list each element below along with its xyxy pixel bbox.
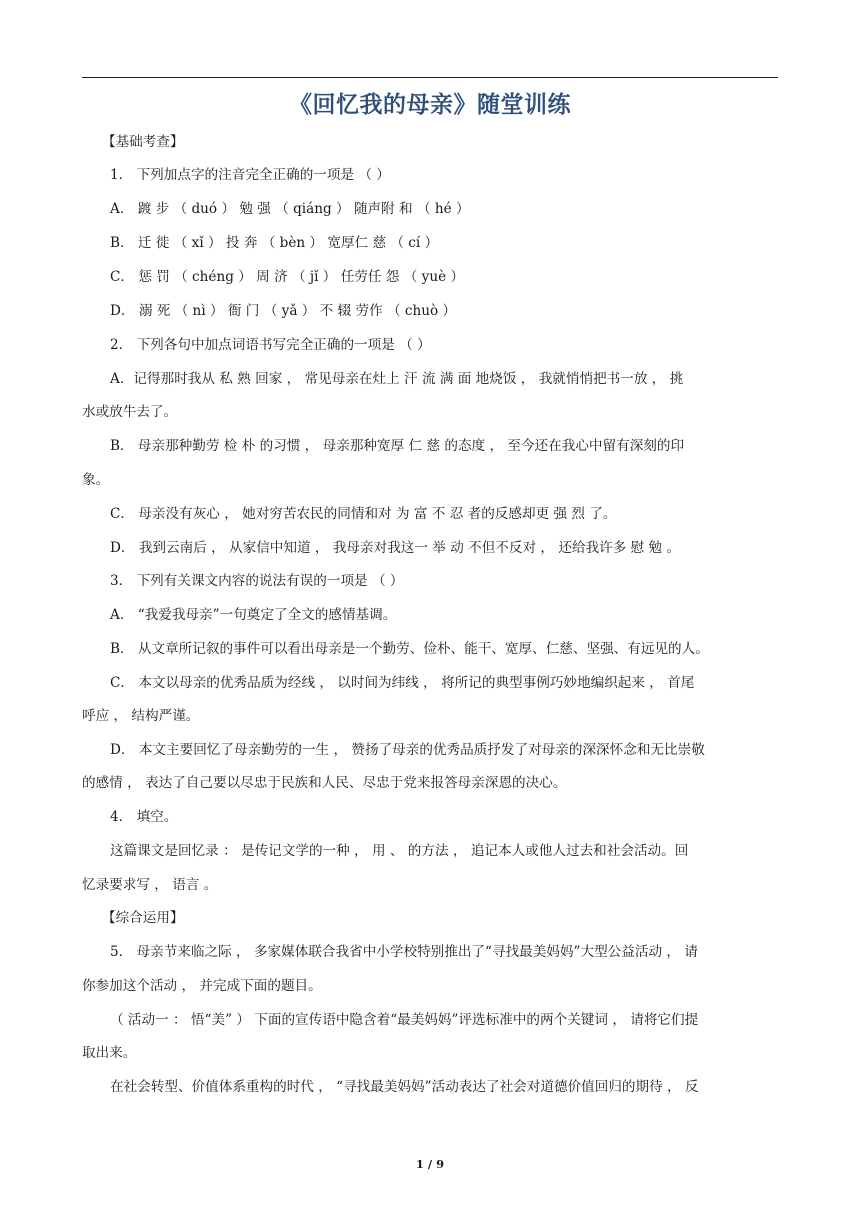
q1-option-b: B． 迁 徙 （ xǐ ） 投 奔 （ bèn ） 宽厚仁 慈 （ cí ） <box>110 235 439 251</box>
q3-option-b: B． 从文章所记叙的事件可以看出母亲是一个勤劳、俭朴、能干、宽厚、仁慈、坚强、有远见的人。 <box>110 641 709 657</box>
q2-option-a-cont: 水或放牛去了。 <box>82 404 178 420</box>
page-title: 《回忆我的母亲》随堂训练 <box>289 92 571 118</box>
section-heading-basic: 【基础考查】 <box>102 134 184 150</box>
q1-option-a: A． 踱 步 （ duó ） 勉 强 （ qiáng ） 随声附 和 （ hé ） <box>110 201 470 217</box>
section-heading-applied: 【综合运用】 <box>102 910 184 926</box>
q1-option-d: D． 溺 死 （ nì ） 衙 门 （ yǎ ） 不 辍 劳作 （ chuò ） <box>110 303 457 319</box>
header-rule <box>82 77 778 78</box>
question-5: 5． 母亲节来临之际 ， 多家媒体联合我省中小学校特别推出了“寻找最美妈妈”大型公益活动 ， 请 <box>110 944 698 960</box>
q2-option-b-cont: 象。 <box>82 472 110 488</box>
q2-option-d: D． 我到云南后 ， 从家信中知道 ， 我母亲对我这一 举 动 不但不反对 ， 还给我许多 慰 勉 。 <box>110 540 681 556</box>
question-2: 2． 下列各句中加点词语书写完全正确的一项是 （ ） <box>110 337 431 353</box>
question-3: 3． 下列有关课文内容的说法有误的一项是 （ ） <box>110 573 404 589</box>
q3-option-d: D． 本文主要回忆了母亲勤劳的一生 ， 赞扬了母亲的优秀品质抒发了对母亲的深深怀念和无比崇敬 <box>110 742 705 758</box>
q3-option-c-cont: 呼应 ， 结构严谨。 <box>82 708 200 724</box>
q2-option-b: B． 母亲那种勤劳 检 朴 的习惯 ， 母亲那种宽厚 仁 慈 的态度 ， 至今还在我心中留有深刻的印 <box>110 438 685 454</box>
q3-option-a: A． “我爱我母亲”一句奠定了全文的感情基调。 <box>110 607 397 623</box>
question-1: 1． 下列加点字的注音完全正确的一项是 （ ） <box>110 167 390 183</box>
q5-activity-1: （ 活动一 ： 悟“美” ） 下面的宣传语中隐含着“最美妈妈”评选标准中的两个关键词 ， 请将它们提 <box>110 1012 699 1028</box>
q2-option-a: A．记得那时我从 私 熟 回家 ， 常见母亲在灶上 汗 流 满 面 地烧饭 ， 我就悄悄把书一放 ， 挑 <box>110 371 684 387</box>
page-number: 1 / 9 <box>415 1157 445 1171</box>
question-4: 4． 填空。 <box>110 809 178 825</box>
q4-text: 这篇课文是回忆录 ： 是传记文学的一种 ， 用 、 的方法 ， 追记本人或他人过去和社会活动。回 <box>110 843 689 859</box>
q5-activity-1-cont: 取出来。 <box>82 1045 137 1061</box>
q2-option-c: C． 母亲没有灰心 ， 她对穷苦农民的同情和对 为 富 不 忍 者的反感却更 强 烈 了。 <box>110 506 617 522</box>
q5-passage: 在社会转型、价值体系重构的时代 ， “寻找最美妈妈”活动表达了社会对道德价值回归的期待 ， 反 <box>110 1079 699 1095</box>
question-5-cont: 你参加这个活动 ， 并完成下面的题目。 <box>82 978 322 994</box>
q3-option-c: C． 本文以母亲的优秀品质为经线 ， 以时间为纬线 ， 将所记的典型事例巧妙地编织起来 ， 首尾 <box>110 675 695 691</box>
q4-text-cont: 忆录要求写 ， 语言 。 <box>82 877 218 893</box>
q1-option-c: C． 惩 罚 （ chéng ） 周 济 （ jǐ ） 任劳任 怨 （ yuè ） <box>110 269 465 285</box>
q3-option-d-cont: 的感情 ， 表达了自己要以尽忠于民族和人民、尽忠于党来报答母亲深恩的决心。 <box>82 775 567 791</box>
